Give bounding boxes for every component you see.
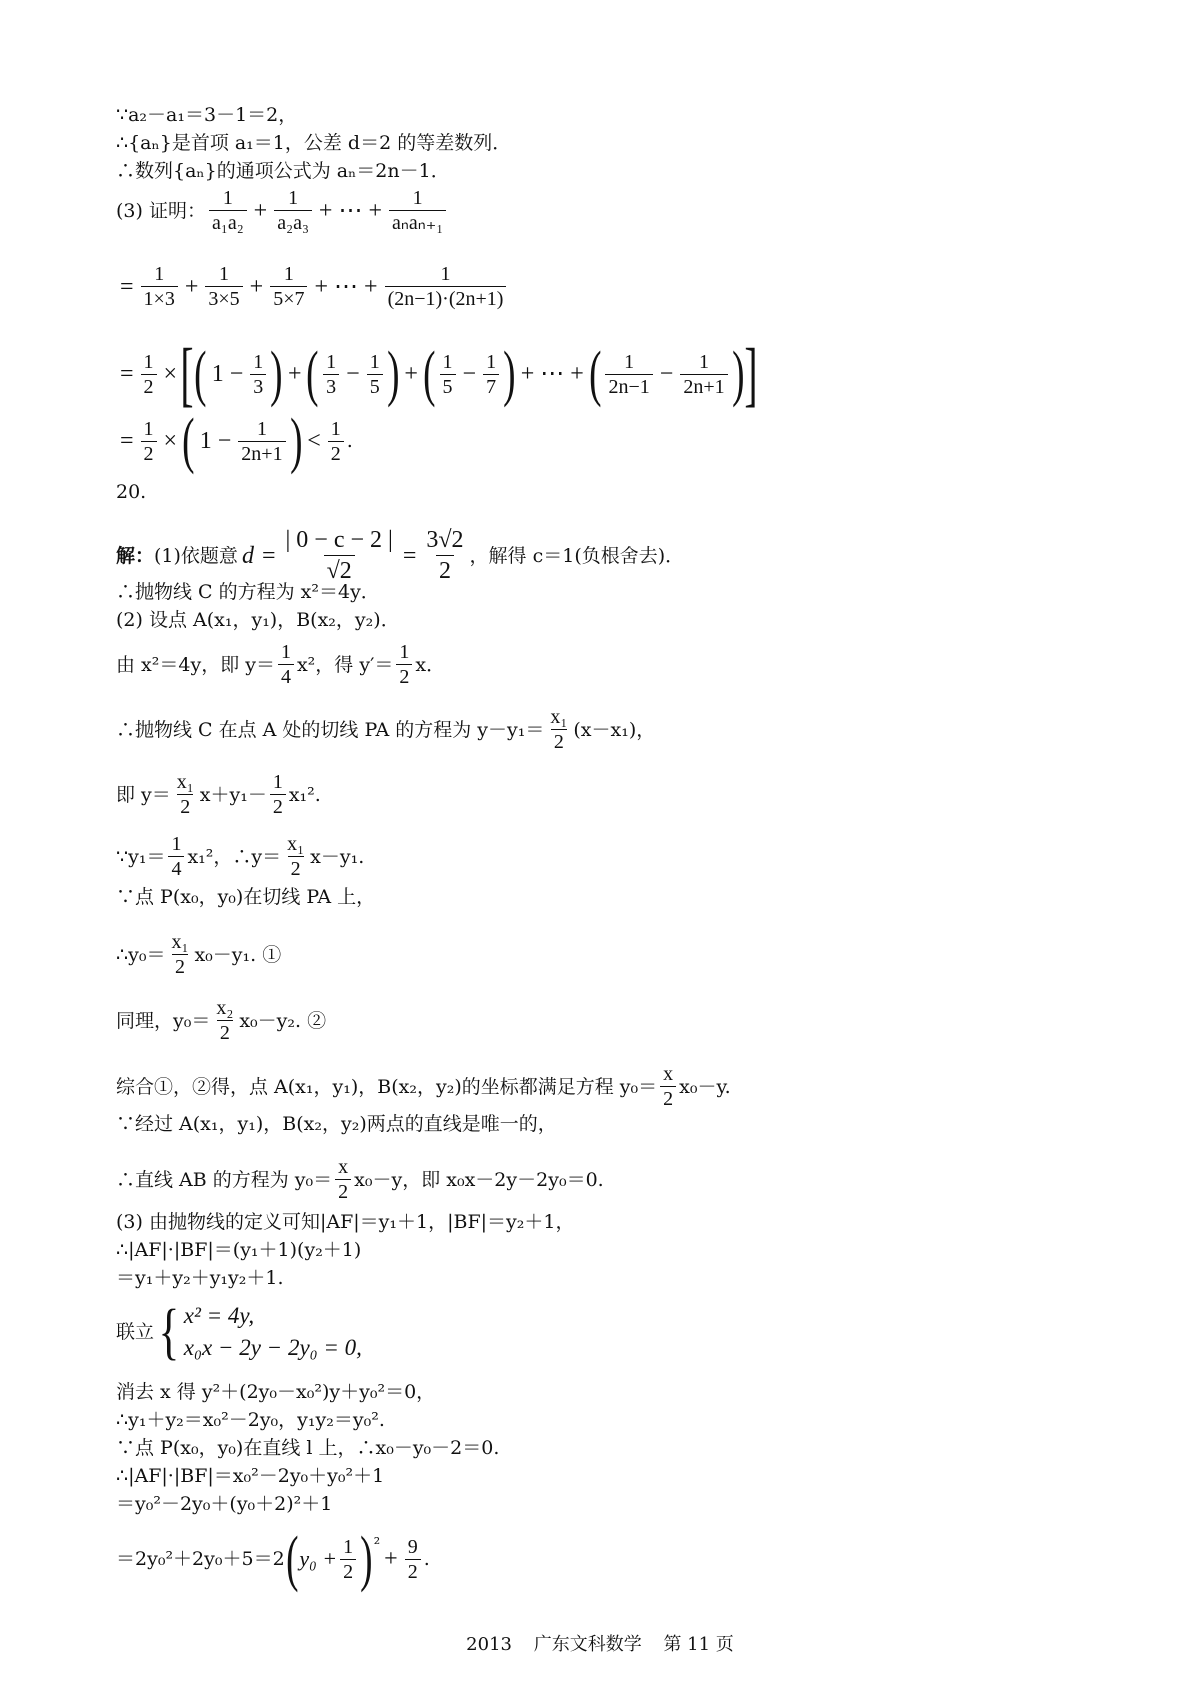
frac-1-13: $\frac{1}{1\times 3}$ [141,262,178,311]
line-proof-expanded: = $\frac{1}{1\times 3}$ + $\frac{1}{3\times 5}$ + $\frac{1}{5\times 7}$ + ⋯ + $\frac{1}{(2n-1)\cdot(2n+1)}$ [116,262,509,311]
frac-x1-2-c: x₁ 2 [287,833,305,880]
line-point-p-on-tangent: ∵点 P(x₀，y₀)在切线 PA 上， [116,886,376,908]
frac-1-2n-minus-1: 1 2n−1 [605,350,652,399]
frac-half-b: $\frac{1}{2}$ [141,417,157,466]
frac-1-4-b: 1 4 [168,832,184,881]
footer-page-number: 第 11 页 [663,1634,734,1655]
line-final-result: ＝2y₀²＋2y₀＋5＝2 ( y₀ + $\frac{1}{2}$ ) ² + $\frac{9}{2}$ . [116,1525,430,1593]
frac-x1-2-a: x₁ 2 [550,706,568,753]
line-tangent-simplified: 即 y＝ x₁ 2 x＋y₁－ 1 2 x₁². [116,771,321,818]
page-footer [0,1630,1200,1656]
line-eliminate-x: 消去 x 得 y²＋(2y₀－x₀²)y＋y₀²＝0， [116,1381,436,1403]
line-general-term: ∴数列{aₙ}的通项公式为 aₙ＝2n－1． [116,160,450,182]
footer-title: 广东文科数学 [533,1634,642,1655]
frac-1-2-d: 1 2 [396,640,412,689]
footer-year: 2013 [466,1634,512,1655]
frac-1-anan1: 1 aₙaₙ₊₁ [389,186,446,235]
frac-9-2: $\frac{9}{2}$ [405,1535,421,1584]
line-unique-line: ∵经过 A(x₁，y₁)，B(x₂，y₂)两点的直线是唯一的， [116,1113,557,1135]
frac-x2-2: x₂ 2 [216,997,234,1044]
frac-1-2n-plus-1: $\frac{1}{2n+1}$ [680,350,727,399]
frac-1-a1a2: 1 a₁a₂ [209,186,247,235]
frac-half-c: 1 2 [328,417,344,466]
frac-1-dn: $\frac{1}{(2n-1)\cdot(2n+1)}$ [385,262,507,311]
frac-1-2-f: $\frac{1}{2}$ [340,1535,356,1584]
frac-1-5a: $\frac{1}{5}$ [367,350,383,399]
line-equation-2: 同理，y₀＝ x₂ 2 x₀－y₂. ② [116,997,327,1044]
line-focus-definition: (3) 由抛物线的定义可知|AF|＝y₁＋1，|BF|＝y₂＋1， [116,1211,575,1233]
frac-3sqrt2-over-2: $\frac{3√2}{2}$ [426,527,464,584]
line-product-sub2: ＝y₀²－2y₀＋(y₀＋2)²＋1 [116,1493,333,1515]
frac-x-2-a: x 2 [660,1062,676,1111]
line-proof-result: = $\frac{1}{2}$ × ( 1 − $\frac{1}{2n+1}$ ) < 1 2 . [120,407,353,475]
frac-1-7: $\frac{1}{7}$ [483,350,499,399]
line-point-on-l: ∵点 P(x₀，y₀)在直线 l 上，∴x₀－y₀－2＝0. [116,1437,500,1459]
frac-distance: $\frac{| 0 - c - 2 |}{√2}$ [285,527,393,584]
line-proof-telescoping: = $\frac{1}{2}$ × [ ( 1 − $\frac{1}{3}$ ) + ( 1 3 − $\frac{1}{5}$ ) + ( 1 5 − $\frac{1}{7}$ ) + ⋯ + ( 1 2n−1 − $\frac{1}{2n+1}$ ) ] [120,334,758,414]
frac-1-3a: $\frac{1}{3}$ [250,350,266,399]
line-product-expanded: ＝y₁＋y₂＋y₁y₂＋1. [116,1267,284,1289]
frac-1-5b: 1 5 [440,350,456,399]
line-parabola-equation: ∴抛物线 C 的方程为 x²＝4y． [116,581,380,603]
line-product-sub: ∴|AF|·|BF|＝x₀²－2y₀＋y₀²＋1 [116,1465,385,1487]
frac-1-a2a3: $\frac{1}{\text{a₂a₃}}$ [274,186,312,235]
frac-1-35: $\frac{1}{3\times 5}$ [205,262,242,311]
line-combine: 综合①，②得，点 A(x₁，y₁)，B(x₂，y₂)的坐标都满足方程 y₀＝ x 2 x₀－y. [116,1063,731,1110]
line-tangent-pa: ∴抛物线 C 在点 A 处的切线 PA 的方程为 y－y₁＝ x₁ 2 (x－x₁)， [116,706,656,753]
frac-1-57: $\frac{1}{5\times 7}$ [270,262,307,311]
frac-x1-2-d: x₁ 2 [171,931,189,978]
line-system: 联立 { x² = 4y, x₀x − 2y − 2y₀ = 0, [116,1298,362,1366]
line-set-points: (2) 设点 A(x₁，y₁)，B(x₂，y₂)． [116,609,400,631]
line-equation-1: ∴y₀＝ x₁ 2 x₀－y₁. ① [116,931,282,978]
equation-system: { x² = 4y, x₀x − 2y − 2y₀ = 0, [158,1298,362,1366]
frac-1-3b: 1 3 [323,350,339,399]
line-arithmetic-sequence: ∴{aₙ}是首项 a₁＝1，公差 d＝2 的等差数列． [116,132,512,154]
frac-half: $\frac{1}{2}$ [141,350,157,399]
frac-x1-2-b: x₁ 2 [176,771,194,818]
frac-1-4: 1 4 [278,640,294,689]
question-20-number: 20. [116,481,147,503]
line-a2-minus-a1: ∵a₂－a₁＝3－1＝2， [116,104,298,126]
line-solution-distance: 解： (1)依题意 d = $\frac{| 0 - c - 2 |}{√2}$ = $\frac{3√2}{2}$ ，解得 c＝1(负根舍去)． [116,527,685,584]
line-ab-equation: ∴直线 AB 的方程为 y₀＝ x 2 x₀－y，即 x₀x－2y－2y₀＝0. [116,1156,604,1203]
frac-x-2-b: x 2 [335,1155,351,1204]
frac-1-2-e: 1 2 [270,770,286,819]
line-y1-substitution: ∵y₁＝ 1 4 x₁²，∴y＝ x₁ 2 x－y₁. [116,833,365,880]
line-vieta: ∴y₁＋y₂＝x₀²－2y₀，y₁y₂＝y₀². [116,1409,385,1431]
frac-1-2n-plus-1-b: $\frac{1}{2n+1}$ [238,417,285,466]
line-proof-sum: (3) 证明： 1 a₁a₂ + $\frac{1}{\text{a₂a₃}}$ + ⋯ + 1 aₙaₙ₊₁ [116,186,449,235]
line-product-af-bf: ∴|AF|·|BF|＝(y₁＋1)(y₂＋1) [116,1239,362,1261]
line-derivative: 由 x²＝4y，即 y＝ 1 4 x²，得 y′＝ 1 2 x． [116,641,446,688]
